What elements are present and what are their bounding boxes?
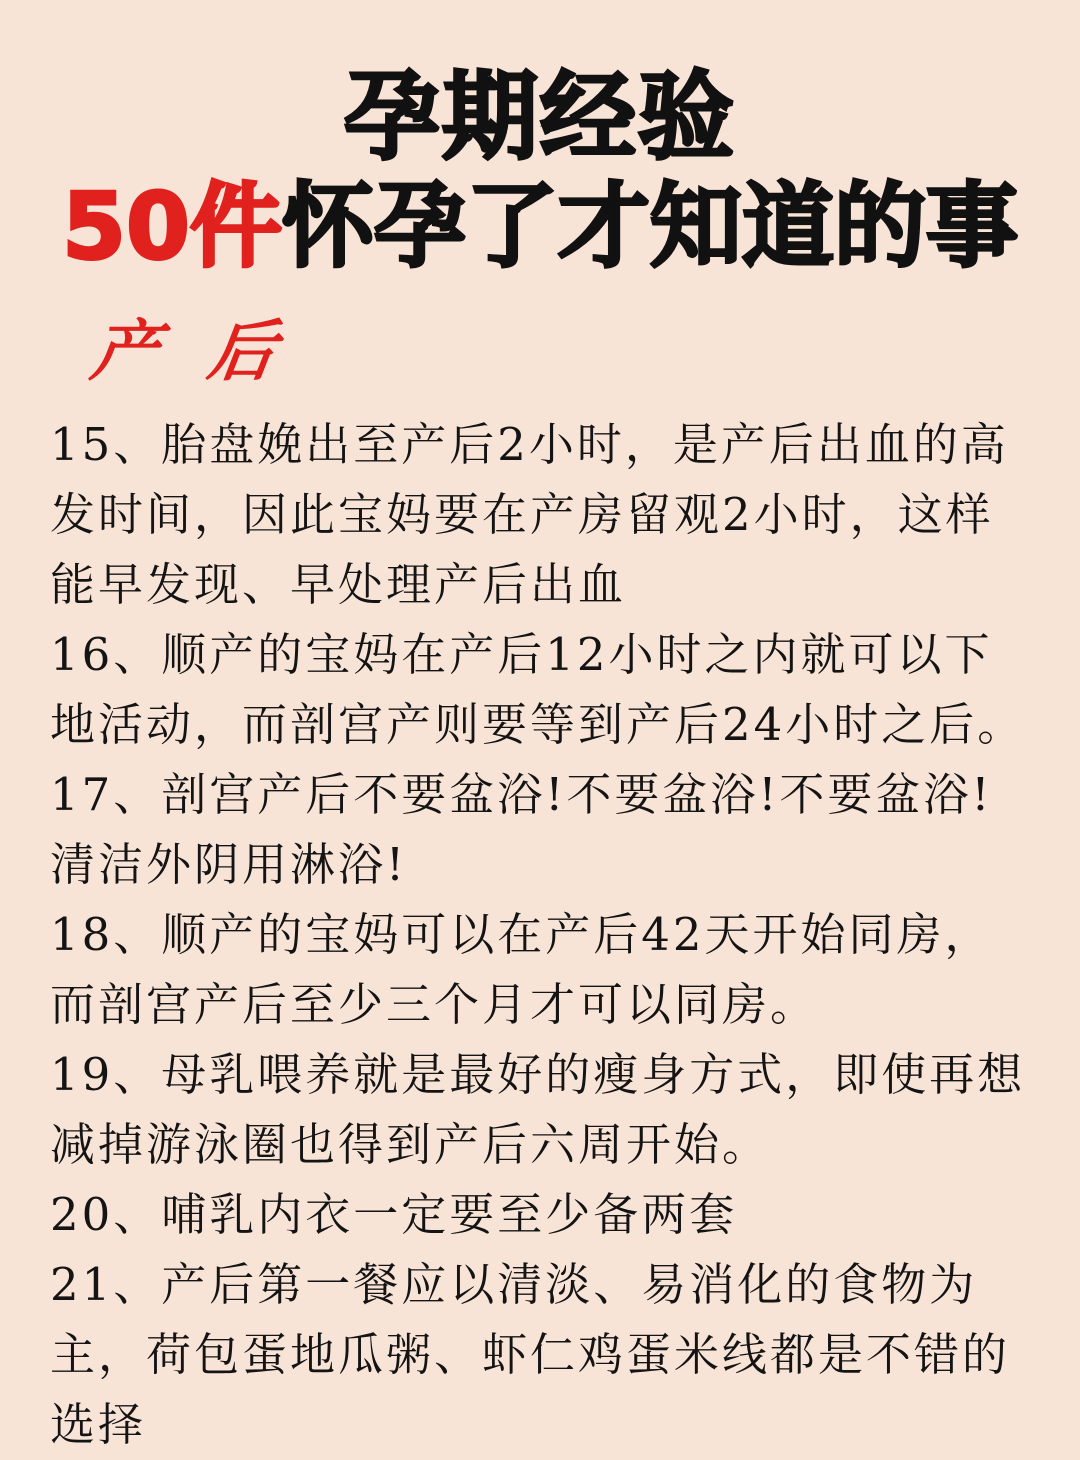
- list-item: 16、顺产的宝妈在产后12小时之内就可以下地活动，而剖宫产则要等到产后24小时之后。: [50, 628, 1026, 751]
- list-item: 17、剖宫产后不要盆浴!不要盆浴!不要盆浴!清洁外阴用淋浴!: [50, 768, 993, 891]
- list-item: 15、胎盘娩出至产后2小时，是产后出血的高发时间，因此宝妈要在产房留观2小时，这样能早发现、早处理产后出血: [50, 418, 1009, 611]
- title-line-1: 孕期经验: [344, 61, 736, 173]
- list-item: 21、产后第一餐应以清淡、易消化的食物为主，荷包蛋地瓜粥、虾仁鸡蛋米线都是不错的选择: [50, 1258, 1011, 1451]
- title-accent-count: 50件: [61, 173, 282, 280]
- title-line-2-rest: 怀孕了才知道的事: [282, 173, 1019, 280]
- title-line-2: [0, 172, 1080, 282]
- list-item: 18、顺产的宝妈可以在产后42天开始同房，而剖宫产后至少三个月才可以同房。: [50, 908, 993, 1031]
- section-label: 产 后: [86, 313, 295, 390]
- list-item: 20、哺乳内衣一定要至少备两套: [50, 1188, 738, 1241]
- tips-list: [50, 410, 1040, 1460]
- list-item: 19、母乳喂养就是最好的瘦身方式，即使再想减掉游泳圈也得到产后六周开始。: [50, 1048, 1026, 1171]
